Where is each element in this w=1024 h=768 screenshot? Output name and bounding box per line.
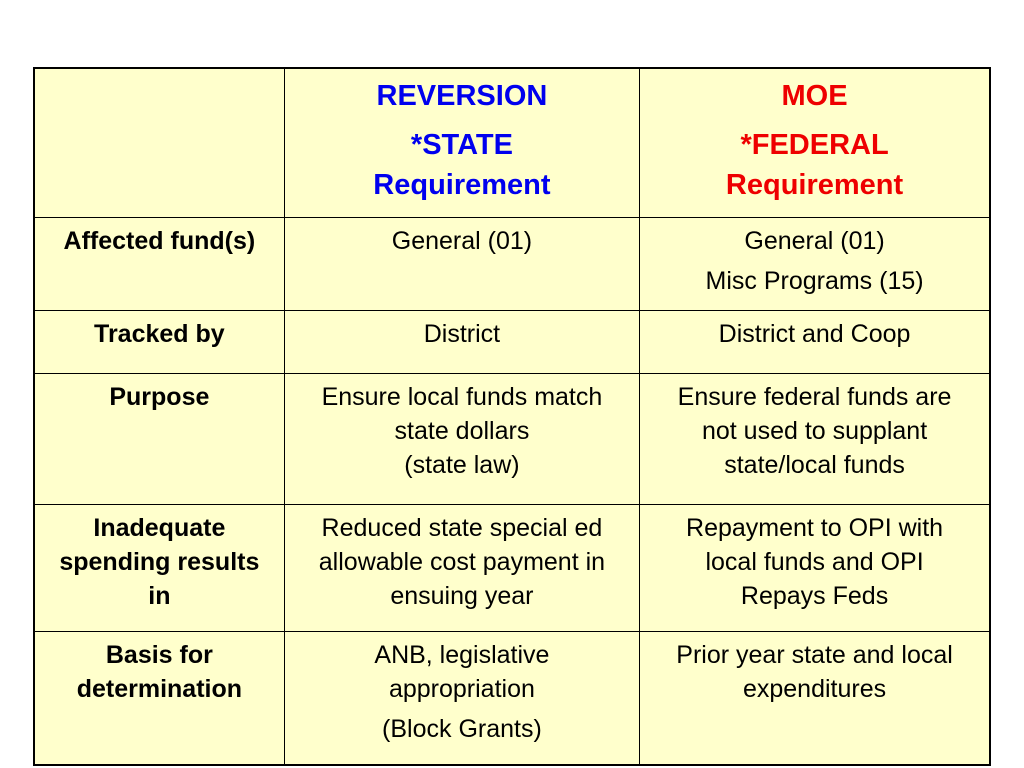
header-moe-title: MOE <box>781 80 848 112</box>
label-line: in <box>148 582 171 610</box>
header-reversion-subtitle: *STATE <box>410 129 513 161</box>
cell-line: local funds and OPI <box>705 548 924 576</box>
header-moe <box>640 68 990 218</box>
table-row <box>34 374 990 505</box>
cell-line: Misc Programs (15) <box>705 267 924 295</box>
table-header-row <box>34 68 990 218</box>
cell-line: not used to supplant <box>701 417 928 445</box>
moe-purpose <box>640 374 990 505</box>
moe-tracked-by <box>640 311 990 374</box>
cell-line: expenditures <box>742 675 887 703</box>
reversion-inadequate-spending <box>284 505 639 632</box>
cell-line: state/local funds <box>724 451 905 479</box>
header-moe-subtitle: *FEDERAL <box>740 129 889 161</box>
table-row <box>34 218 990 311</box>
header-reversion <box>284 68 639 218</box>
label-line: determination <box>76 675 243 703</box>
table-row <box>34 505 990 632</box>
label-line: Basis for <box>105 641 213 669</box>
label-line: spending results <box>59 548 260 576</box>
reversion-affected-funds <box>284 218 639 311</box>
moe-inadequate-spending <box>640 505 990 632</box>
row-label-inadequate-spending <box>34 505 284 632</box>
comparison-table <box>33 67 991 766</box>
cell-line: Repayment to OPI with <box>686 514 944 542</box>
cell-line: appropriation <box>388 675 535 703</box>
reversion-basis <box>284 632 639 766</box>
cell-line: Reduced state special ed <box>321 514 603 542</box>
row-label-purpose: Purpose <box>34 374 284 505</box>
table-row <box>34 311 990 374</box>
cell-line: Ensure federal funds are <box>677 383 952 411</box>
reversion-purpose <box>284 374 639 505</box>
label-line: Inadequate <box>93 514 226 542</box>
reversion-tracked-by <box>284 311 639 374</box>
row-label-affected-funds: Affected fund(s) <box>34 218 284 311</box>
cell-line: ensuing year <box>390 582 534 610</box>
cell-line: District <box>423 320 501 348</box>
moe-basis <box>640 632 990 766</box>
cell-line: Prior year state and local <box>676 641 953 669</box>
cell-line: District and Coop <box>718 320 911 348</box>
header-reversion-title: REVERSION <box>376 80 548 112</box>
cell-line: (state law) <box>404 451 520 479</box>
header-moe-requirement: Requirement <box>725 169 904 201</box>
cell-line: General (01) <box>744 227 885 255</box>
cell-line: Ensure local funds match <box>321 383 603 411</box>
row-label-basis <box>34 632 284 766</box>
cell-line: General (01) <box>391 227 533 255</box>
row-label-tracked-by: Tracked by <box>34 311 284 374</box>
cell-line: (Block Grants) <box>382 715 542 743</box>
cell-line: allowable cost payment in <box>318 548 606 576</box>
cell-line: ANB, legislative <box>374 641 550 669</box>
table-row <box>34 632 990 766</box>
cell-line: Repays Feds <box>740 582 889 610</box>
cell-line: state dollars <box>394 417 530 445</box>
header-empty-cell <box>34 68 284 218</box>
header-reversion-requirement: Requirement <box>373 169 551 201</box>
moe-affected-funds <box>640 218 990 311</box>
